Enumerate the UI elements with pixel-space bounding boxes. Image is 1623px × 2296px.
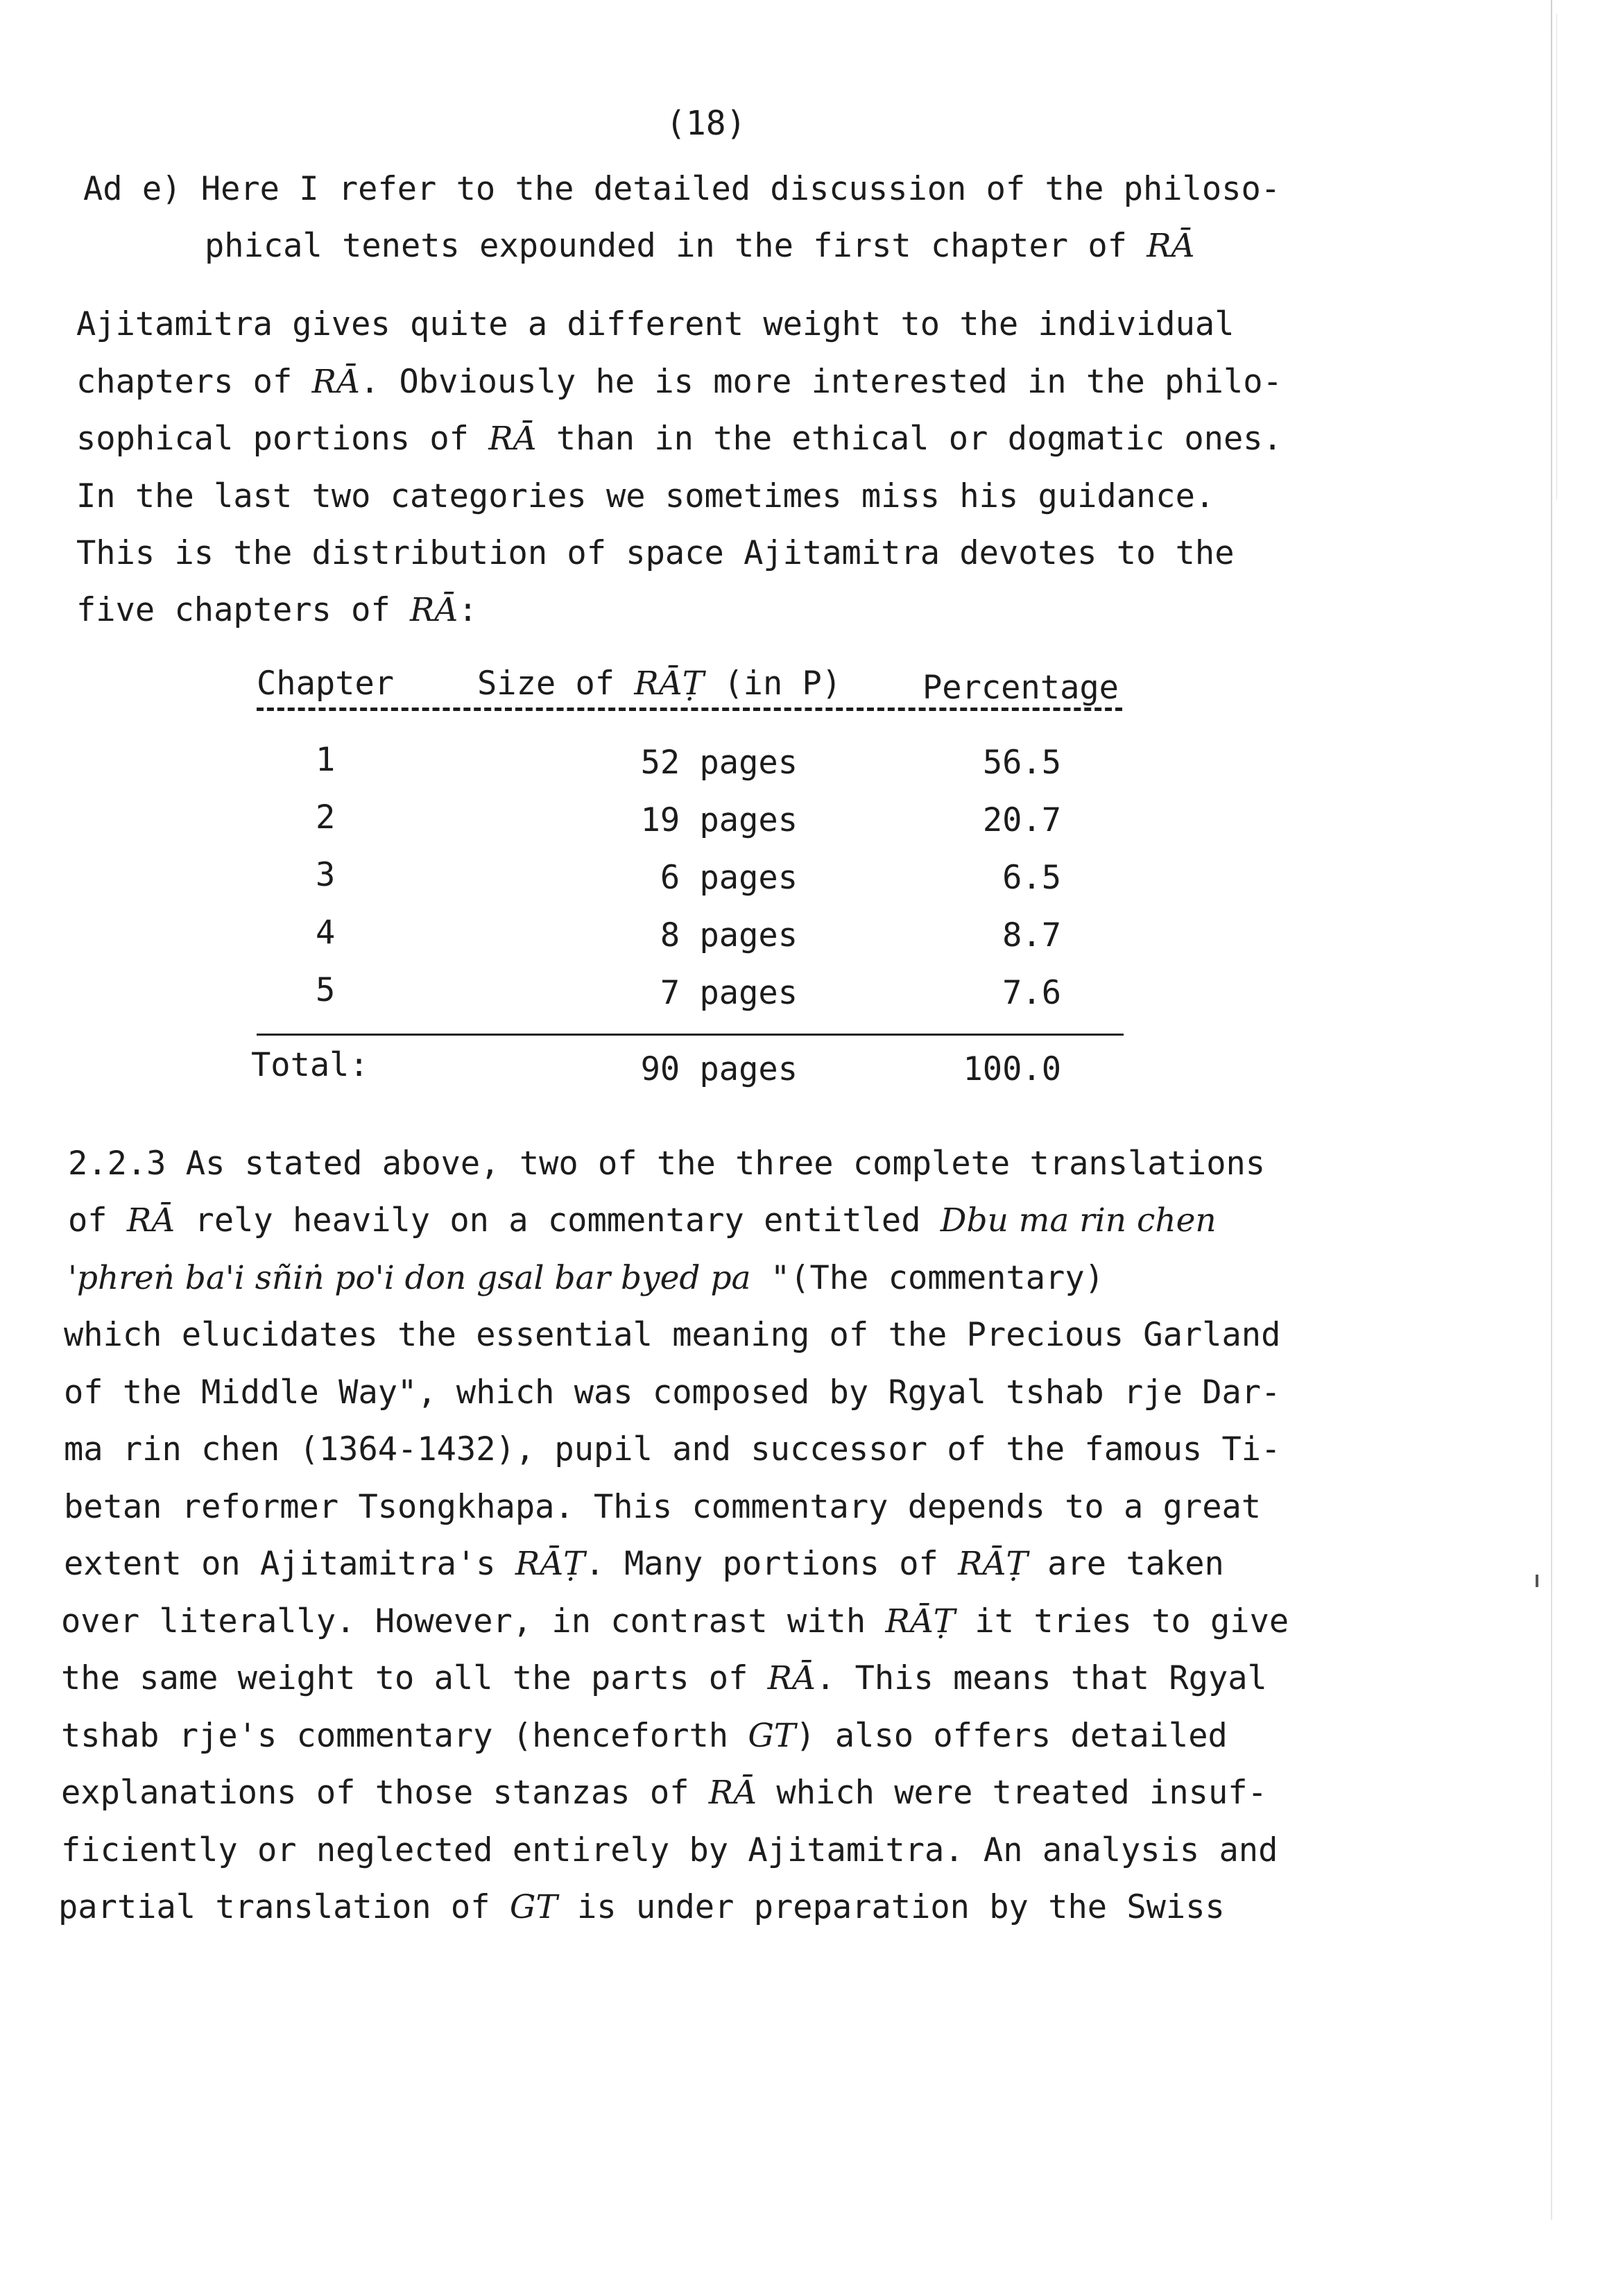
row-5-pct: 7.6 (1002, 974, 1061, 1012)
section-line-11: tshab rje's commentary (henceforth GT) also offers detailed (61, 1717, 1228, 1755)
section-line-7: betan reformer Tsongkhapa. This commentary depends to a great (64, 1488, 1262, 1526)
table-header-percentage: Percentage (922, 669, 1119, 707)
row-2-chapter: 2 (316, 798, 336, 837)
section-line-8: extent on Ajitamitra's RĀṬ. Many portions of RĀṬ are taken (64, 1545, 1224, 1583)
para1-line-6: five chapters of RĀ: (76, 591, 478, 629)
section-line-5: of the Middle Way", which was composed by Rgyal tshab rje Dar- (64, 1373, 1281, 1412)
para1-line-5: This is the distribution of space Ajitamitra devotes to the (76, 534, 1235, 572)
section-line-12: explanations of those stanzas of RĀ which were treated insuf- (61, 1774, 1267, 1812)
row-5-chapter: 5 (316, 971, 336, 1009)
table-header-size: Size of RĀṬ (in P) (477, 665, 842, 703)
row-4-size: 8 pages (660, 916, 798, 954)
scan-edge-faint (1556, 14, 1557, 499)
section-line-1: 2.2.3 As stated above, two of the three complete translations (68, 1145, 1266, 1183)
para1-line-2: chapters of RĀ. Obviously he is more interested in the philo- (76, 363, 1282, 401)
row-1-chapter: 1 (316, 741, 336, 779)
scan-mark (1536, 1575, 1538, 1587)
section-line-9: over literally. However, in contrast with RĀṬ it tries to give (61, 1602, 1289, 1640)
total-label: Total: (251, 1046, 369, 1084)
scan-edge (1551, 0, 1552, 2220)
section-line-10: the same weight to all the parts of RĀ. This means that Rgyal (61, 1659, 1267, 1697)
section-line-2: of RĀ rely heavily on a commentary entitled Dbu ma rin chen (68, 1201, 1217, 1240)
ad-e-line-2: phical tenets expounded in the first chapter of RĀ (205, 227, 1195, 265)
section-line-6: ma rin chen (1364-1432), pupil and successor of the famous Ti- (64, 1430, 1281, 1468)
table-header-chapter: Chapter (257, 665, 395, 703)
page-number: (18) (666, 104, 746, 143)
row-1-pct: 56.5 (982, 744, 1061, 782)
total-pct: 100.0 (963, 1050, 1061, 1088)
row-3-chapter: 3 (316, 856, 336, 894)
table-total-rule (257, 1034, 1124, 1036)
section-line-14: partial translation of GT is under preparation by the Swiss (58, 1888, 1225, 1926)
table-header-rule (257, 708, 1122, 711)
row-5-size: 7 pages (660, 974, 798, 1012)
row-3-pct: 6.5 (1002, 859, 1061, 897)
row-2-pct: 20.7 (982, 801, 1061, 839)
ad-e-line-1: Ad e) Here I refer to the detailed discussion of the philoso- (83, 170, 1281, 208)
row-4-chapter: 4 (316, 914, 336, 952)
row-3-size: 6 pages (660, 859, 798, 897)
section-line-4: which elucidates the essential meaning of the Precious Garland (64, 1316, 1281, 1354)
para1-line-1: Ajitamitra gives quite a different weight to the individual (76, 305, 1235, 343)
para1-line-3: sophical portions of RĀ than in the ethical or dogmatic ones. (76, 420, 1282, 458)
row-1-size: 52 pages (640, 744, 798, 782)
total-size: 90 pages (640, 1050, 798, 1088)
para1-line-4: In the last two categories we sometimes miss his guidance. (76, 477, 1215, 515)
section-line-3: 'phreṅ ba'i sñiṅ po'i don gsal bar byed pa "(The commentary) (68, 1259, 1104, 1297)
row-2-size: 19 pages (640, 801, 798, 839)
section-line-13: ficiently or neglected entirely by Ajitamitra. An analysis and (61, 1831, 1278, 1869)
row-4-pct: 8.7 (1002, 916, 1061, 954)
